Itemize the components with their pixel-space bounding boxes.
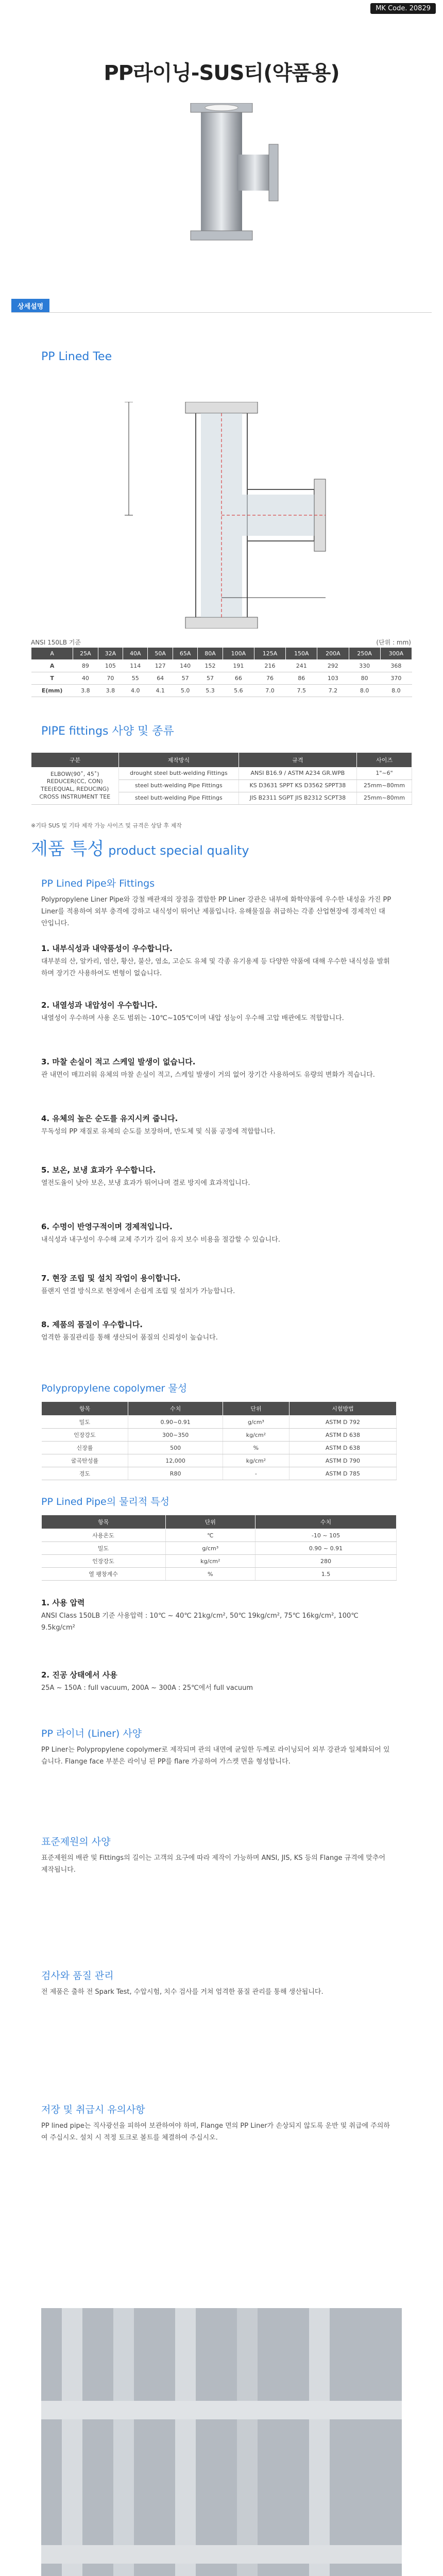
- table-header: 수치: [128, 1402, 223, 1416]
- table-cell: kg/cm²: [223, 1454, 289, 1467]
- liner-body: PP Liner는 Polypropylene copolymer로 제작되며 관의 내면에 균일한 두께로 라이닝되어 외부 강관과 일체화되어 있습니다. Flange face 부분은 라이닝 된 PP를 flare 가공하여 가스켓 면을 형성합니다.: [41, 1746, 390, 1766]
- table-cell: 127: [148, 660, 173, 672]
- lined-tee-title: PP Lined Tee: [41, 350, 112, 363]
- table-cell: JIS B2311 SGPT JIS B2312 SCPT38: [238, 792, 356, 804]
- table-header: 100A: [223, 648, 254, 660]
- tee-dimension-diagram: [98, 402, 345, 629]
- quality-heading: [31, 835, 249, 860]
- usage-heading: 1. 사용 압력: [41, 1598, 85, 1607]
- table-cell: E(mm): [31, 685, 73, 697]
- standard-title: 표준제원의 사양: [41, 1836, 111, 1848]
- table-header: A: [31, 648, 73, 660]
- table-cell: 1.5: [255, 1568, 396, 1581]
- table-header: 65A: [173, 648, 197, 660]
- standard-body: 표준제원의 배관 및 Fittings의 길이는 고객의 요구에 따라 제작이 가능하며 ANSI, JIS, KS 등의 Flange 규격에 맞추어 제작됩니다.: [41, 1854, 386, 1874]
- table-header-row: [31, 753, 412, 768]
- feature-body: 플랜지 연결 방식으로 현장에서 손쉽게 조립 및 설치가 가능합니다.: [41, 1287, 235, 1295]
- table-cell: 57: [173, 672, 197, 685]
- table-cell: %: [165, 1568, 255, 1581]
- table-cell: 55: [123, 672, 148, 685]
- table-cell: 105: [98, 660, 123, 672]
- table-cell: drought steel butt-welding Fittings: [119, 768, 239, 780]
- table-cell: 열 팽창계수: [42, 1568, 166, 1581]
- table-header-row: [42, 1402, 397, 1416]
- table-header: 250A: [349, 648, 380, 660]
- feature-heading: 4. 유체의 높은 순도를 유지시켜 줍니다.: [41, 1114, 178, 1123]
- table-cell: 밀도: [42, 1416, 128, 1429]
- table-row: [31, 672, 412, 685]
- table-cell: 5.6: [223, 685, 254, 697]
- table-cell: 70: [98, 672, 123, 685]
- table-cell: 89: [73, 660, 98, 672]
- table-header: 단위: [165, 1515, 255, 1529]
- table-cell: 인장강도: [42, 1429, 128, 1442]
- table-cell: -10 ~ 105: [255, 1529, 396, 1542]
- detail-description-tag: 상세설명: [11, 299, 49, 313]
- usage-body: ANSI Class 150LB 기준 사용압력 : 10℃ ~ 40℃ 21kg/cm², 50℃ 19kg/cm², 75℃ 16kg/cm², 100℃ 9.5kg/cm²: [41, 1612, 359, 1632]
- table-cell: 7.5: [286, 685, 317, 697]
- physical-title: PP Lined Pipe의 물리적 특성: [41, 1496, 169, 1507]
- divider: [11, 312, 432, 313]
- feature-heading: 3. 마찰 손실이 적고 스케일 발생이 없습니다.: [41, 1057, 196, 1066]
- table-cell: T: [31, 672, 73, 685]
- table-cell: 500: [128, 1442, 223, 1454]
- table-cell: 64: [148, 672, 173, 685]
- factory-piping-photo: [41, 2308, 402, 2576]
- feature-body: 내열성이 우수하며 사용 온도 범위는 -10℃~105℃이며 내압 성능이 우수해 고압 배관에도 적합합니다.: [41, 1014, 344, 1022]
- tee-product-image: [160, 103, 283, 247]
- table-header: 항목: [42, 1402, 128, 1416]
- table-cell: 4.0: [123, 685, 148, 697]
- feature-heading: 1. 내부식성과 내약품성이 우수합니다.: [41, 944, 173, 953]
- table-header: 제작방식: [119, 753, 239, 768]
- table-cell: 330: [349, 660, 380, 672]
- table-cell: 103: [317, 672, 349, 685]
- table-cell: 0.90 ~ 0.91: [255, 1542, 396, 1555]
- handling-title: 저장 및 취급시 유의사항: [41, 2104, 145, 2115]
- table-row: [31, 660, 412, 672]
- table-cell: 굴곡탄성률: [42, 1454, 128, 1467]
- table-cell: ASTM D 638: [289, 1429, 396, 1442]
- table-cell: R80: [128, 1467, 223, 1480]
- table-row: [31, 685, 412, 697]
- liner-title: PP 라이너 (Liner) 사양: [41, 1728, 142, 1739]
- table-cell: 12,000: [128, 1454, 223, 1467]
- quality-heading-ko: 제품 특성: [31, 839, 105, 859]
- feature-heading: 7. 현장 조립 및 설치 작업이 용이합니다.: [41, 1274, 181, 1283]
- table-row: [42, 1542, 397, 1555]
- table-cell: 8.0: [349, 685, 380, 697]
- feature-body: 내식성과 내구성이 우수해 교체 주기가 길어 유지 보수 비용을 절감할 수 있습니다.: [41, 1236, 281, 1244]
- table-cell: ASTM D 638: [289, 1442, 396, 1454]
- table-cell: 300~350: [128, 1429, 223, 1442]
- table-header: 150A: [286, 648, 317, 660]
- table-cell: 3.8: [73, 685, 98, 697]
- table-cell: 25mm~80mm: [357, 779, 412, 792]
- table-cell: 3.8: [98, 685, 123, 697]
- table-cell: %: [223, 1442, 289, 1454]
- table-row: [42, 1416, 397, 1429]
- table-cell: 140: [173, 660, 197, 672]
- vacuum-body: 25A ~ 150A : full vacuum, 200A ~ 300A : 25℃에서 full vacuum: [41, 1684, 253, 1692]
- table-header: 수치: [255, 1515, 396, 1529]
- table-cell: 292: [317, 660, 349, 672]
- table-cell: 241: [286, 660, 317, 672]
- table-row: [42, 1429, 397, 1442]
- table-row: [42, 1454, 397, 1467]
- table-cell: 0.90~0.91: [128, 1416, 223, 1429]
- fittings-spec-table: [31, 752, 412, 805]
- table-header-row: [42, 1515, 397, 1529]
- table-cell: 신장률: [42, 1442, 128, 1454]
- table-cell: 152: [198, 660, 223, 672]
- table-header: 항목: [42, 1515, 166, 1529]
- table-row: [42, 1467, 397, 1480]
- table-row: [42, 1442, 397, 1454]
- quality-heading-en: product special quality: [108, 843, 249, 858]
- spec-note: ※기타 SUS 및 기타 제작 가능 사이즈 및 규격은 상담 후 제작: [31, 822, 182, 829]
- feature-body: 엄격한 품질관리를 통해 생산되어 품질의 신뢰성이 높습니다.: [41, 1334, 218, 1342]
- table-cell: steel butt-welding Pipe Fittings: [119, 792, 239, 804]
- table-cell: 40: [73, 672, 98, 685]
- table-header: 사이즈: [357, 753, 412, 768]
- table-cell: A: [31, 660, 73, 672]
- table-cell: 370: [380, 672, 412, 685]
- table-header: 80A: [198, 648, 223, 660]
- table-cell: 5.3: [198, 685, 223, 697]
- table-cell: ELBOW(90˚, 45˚) REDUCER(CC, CON) TEE(EQUAL, REDUCING) CROSS INSTRUMENT TEE: [31, 768, 119, 805]
- dimension-caption: ANSI 150LB 기준: [31, 639, 81, 646]
- table-header: 200A: [317, 648, 349, 660]
- table-header-row: [31, 648, 412, 660]
- table-cell: KS D3631 SPPT KS D3562 SPPT38: [238, 779, 356, 792]
- handling-body: PP lined pipe는 직사광선을 피하여 보관하여야 하며, Flange 면의 PP Liner가 손상되지 않도록 운반 및 취급에 주의하여 주십시오. 설치 시 적정 토크로 볼트를 체결하여 주십시오.: [41, 2122, 390, 2142]
- feature-heading: 8. 제품의 품질이 우수합니다.: [41, 1320, 143, 1329]
- feature-body: 관 내면이 매끄러워 유체의 마찰 손실이 적고, 스케일 발생이 거의 없어 장기간 사용하여도 유량의 변화가 적습니다.: [41, 1071, 375, 1079]
- table-header: 시험방법: [289, 1402, 396, 1416]
- table-row: [42, 1555, 397, 1568]
- table-header: 32A: [98, 648, 123, 660]
- feature-body: 열전도율이 낮아 보온, 보냉 효과가 뛰어나며 결로 방지에 효과적입니다.: [41, 1179, 250, 1187]
- feature-heading: 6. 수명이 반영구적이며 경제적입니다.: [41, 1222, 173, 1231]
- table-cell: ASTM D 785: [289, 1467, 396, 1480]
- table-cell: 368: [380, 660, 412, 672]
- table-header: 50A: [148, 648, 173, 660]
- table-cell: 191: [223, 660, 254, 672]
- table-cell: steel butt-welding Pipe Fittings: [119, 779, 239, 792]
- table-header: 25A: [73, 648, 98, 660]
- inspection-title: 검사와 품질 관리: [41, 1970, 114, 1981]
- product-code-badge: MK Code. 20829: [370, 3, 436, 14]
- table-cell: 114: [123, 660, 148, 672]
- feature-heading: 5. 보온, 보냉 효과가 우수합니다.: [41, 1165, 156, 1175]
- feature-heading: 2. 내열성과 내압성이 우수합니다.: [41, 1001, 158, 1010]
- table-cell: 25mm~80mm: [357, 792, 412, 804]
- table-header: 40A: [123, 648, 148, 660]
- table-cell: 4.1: [148, 685, 173, 697]
- table-cell: ℃: [165, 1529, 255, 1542]
- table-cell: 7.2: [317, 685, 349, 697]
- copolymer-title: Polypropylene copolymer 물성: [41, 1383, 188, 1394]
- table-cell: ASTM D 792: [289, 1416, 396, 1429]
- feature-body: 무독성의 PP 재질로 유체의 순도를 보장하며, 반도체 및 식품 공정에 적합합니다.: [41, 1128, 276, 1136]
- table-header: 125A: [254, 648, 285, 660]
- vacuum-heading: 2. 진공 상태에서 사용: [41, 1670, 117, 1680]
- table-cell: 인장강도: [42, 1555, 166, 1568]
- table-cell: 76: [254, 672, 285, 685]
- table-cell: 밀도: [42, 1542, 166, 1555]
- table-cell: ANSI B16.9 / ASTM A234 GR.WPB: [238, 768, 356, 780]
- table-header: 구분: [31, 753, 119, 768]
- pp-lined-title: PP Lined Pipe와 Fittings: [41, 878, 155, 889]
- table-cell: -: [223, 1467, 289, 1480]
- inspection-body: 전 제품은 출하 전 Spark Test, 수압시험, 치수 검사를 거쳐 엄격한 품질 관리를 통해 생산됩니다.: [41, 1988, 323, 1996]
- table-cell: 86: [286, 672, 317, 685]
- table-cell: g/cm³: [165, 1542, 255, 1555]
- table-cell: kg/cm²: [165, 1555, 255, 1568]
- table-header: 단위: [223, 1402, 289, 1416]
- dimension-unit: (단위 : mm): [376, 639, 411, 646]
- table-cell: 66: [223, 672, 254, 685]
- page-title: PP라이닝-SUS티(약품용): [104, 61, 339, 85]
- table-cell: 80: [349, 672, 380, 685]
- feature-body: 대부분의 산, 알카리, 염산, 황산, 불산, 염소, 고순도 유체 및 각종 유기용제 등 다양한 약품에 대해 우수한 내식성을 발휘하며 장기간 사용하여도 변형이 없습니다.: [41, 958, 390, 977]
- table-header: 규격: [238, 753, 356, 768]
- table-cell: 경도: [42, 1467, 128, 1480]
- table-row: [42, 1568, 397, 1581]
- table-cell: 57: [198, 672, 223, 685]
- physical-table: [41, 1515, 397, 1581]
- table-cell: kg/cm²: [223, 1429, 289, 1442]
- copolymer-table: [41, 1401, 397, 1480]
- table-cell: 216: [254, 660, 285, 672]
- table-cell: 8.0: [380, 685, 412, 697]
- table-cell: ASTM D 790: [289, 1454, 396, 1467]
- table-row: [31, 768, 412, 780]
- table-cell: 7.0: [254, 685, 285, 697]
- table-cell: 5.0: [173, 685, 197, 697]
- pp-lined-intro: Polypropylene Liner Pipe와 강철 배관재의 장점을 결합한 PP Liner 강관은 내부에 화학약품에 우수한 내성을 가진 PP Liner를 적용하여 외부 충격에 강하고 내식성이 뛰어난 제품입니다. 유해물질을 취급하는 각종 산업현장에 경제적인 대안입니다.: [41, 896, 391, 927]
- table-header: 300A: [380, 648, 412, 660]
- fittings-spec-title: PIPE fittings 사양 및 종류: [41, 725, 174, 738]
- table-cell: g/cm³: [223, 1416, 289, 1429]
- table-cell: 280: [255, 1555, 396, 1568]
- table-cell: 사용온도: [42, 1529, 166, 1542]
- dimension-table: [31, 647, 412, 697]
- table-row: [42, 1529, 397, 1542]
- table-cell: 1"~6": [357, 768, 412, 780]
